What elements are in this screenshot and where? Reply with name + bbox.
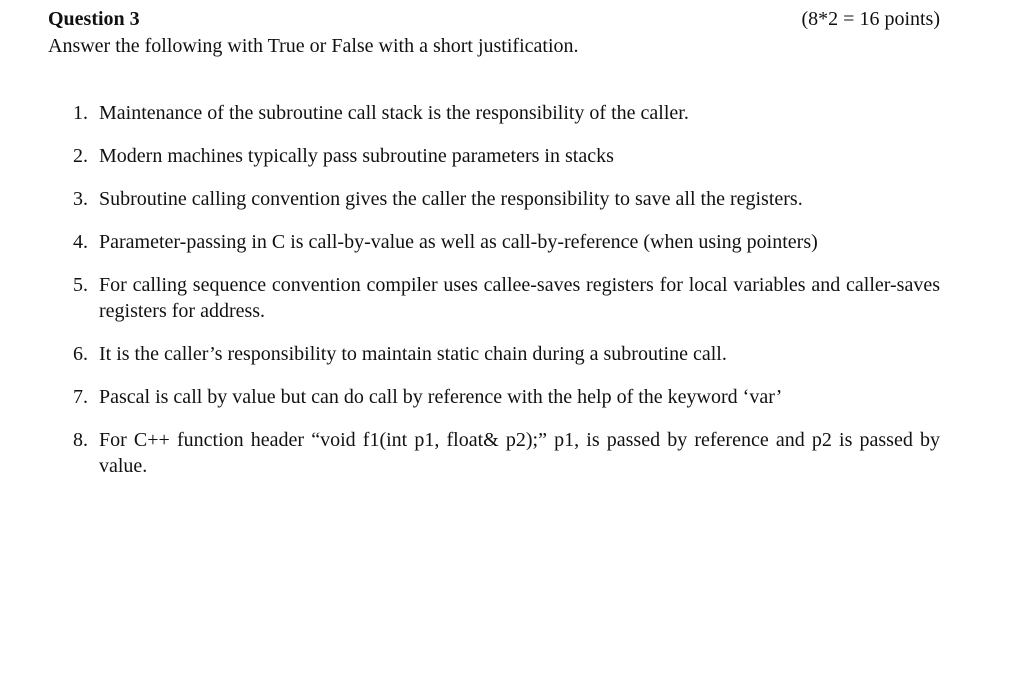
question-list bbox=[0, 100, 1024, 496]
item-text: For calling sequence convention compiler uses callee-saves registers for local variables and caller-saves registers for address. bbox=[99, 274, 940, 322]
question-title: Question 3 bbox=[48, 8, 140, 30]
question-item-4 bbox=[0, 229, 1024, 255]
item-number: 8. bbox=[73, 429, 88, 451]
item-number: 6. bbox=[73, 343, 88, 365]
instructions-text: Answer the following with True or False with a short justification. bbox=[48, 35, 579, 57]
item-text: For C++ function header “void f1(int p1, float& p2);” p1, is passed by reference and p2 is passed by value. bbox=[99, 429, 940, 477]
item-text: Pascal is call by value but can do call by reference with the help of the keyword ‘var’ bbox=[99, 386, 783, 408]
item-number: 4. bbox=[73, 231, 88, 253]
item-text: Maintenance of the subroutine call stack is the responsibility of the caller. bbox=[99, 102, 689, 124]
question-item-1 bbox=[0, 100, 1024, 126]
item-text: Subroutine calling convention gives the caller the responsibility to save all the registers. bbox=[99, 188, 803, 210]
item-text: It is the caller’s responsibility to maintain static chain during a subroutine call. bbox=[99, 343, 727, 365]
points-label: (8*2 = 16 points) bbox=[801, 8, 940, 30]
item-text: Modern machines typically pass subroutine parameters in stacks bbox=[99, 145, 614, 167]
question-item-3 bbox=[0, 186, 1024, 212]
question-item-8 bbox=[0, 427, 1024, 479]
item-number: 2. bbox=[73, 145, 88, 167]
item-number: 3. bbox=[73, 188, 88, 210]
question-item-2 bbox=[0, 143, 1024, 169]
item-number: 7. bbox=[73, 386, 88, 408]
question-item-5 bbox=[0, 272, 1024, 324]
item-text: Parameter-passing in C is call-by-value as well as call-by-reference (when using pointers) bbox=[99, 231, 818, 253]
question-item-6 bbox=[0, 341, 1024, 367]
question-item-7 bbox=[0, 384, 1024, 410]
item-number: 5. bbox=[73, 274, 88, 296]
item-number: 1. bbox=[73, 102, 88, 124]
